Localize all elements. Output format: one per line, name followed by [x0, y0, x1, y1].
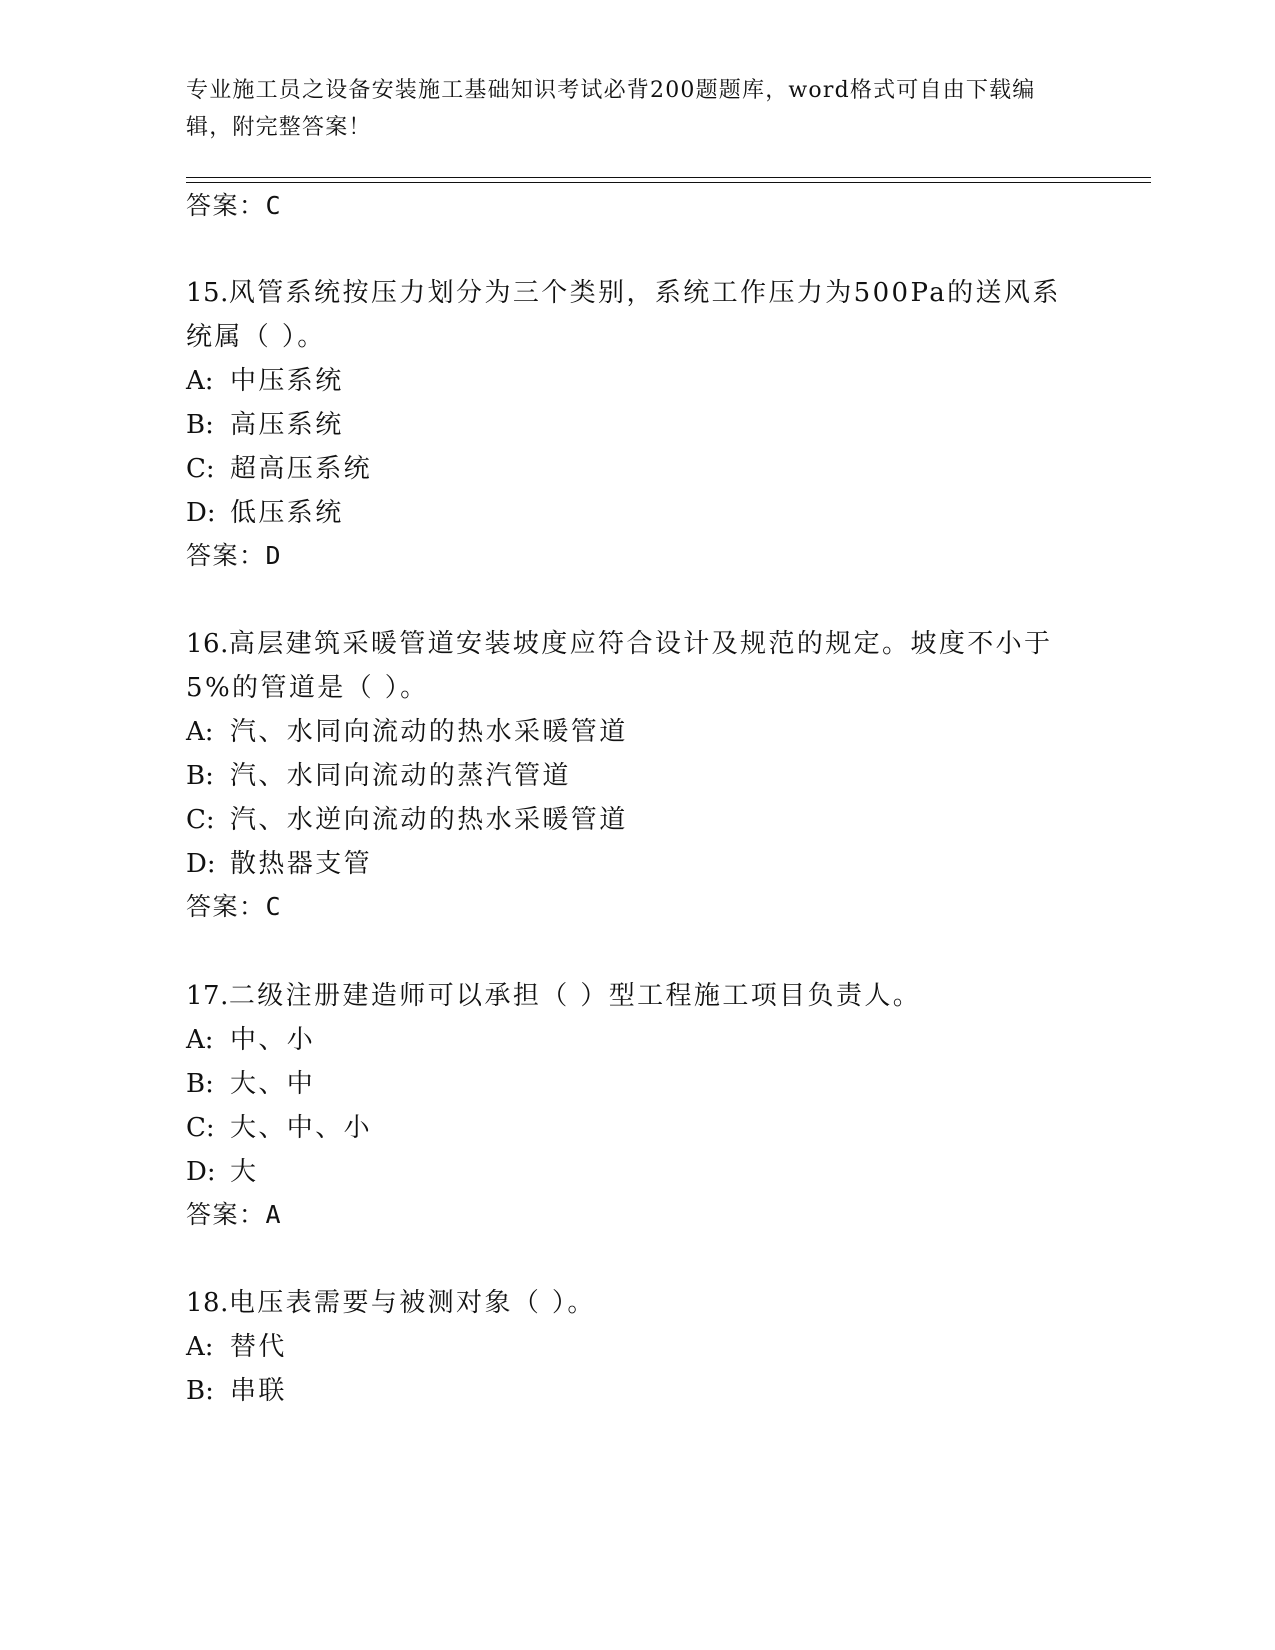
answer-value: A — [265, 1200, 283, 1229]
option-text: 汽、水同向流动的蒸汽管道 — [230, 761, 571, 791]
option-letter: C: — [186, 454, 215, 484]
answer-value: C — [265, 191, 283, 220]
question-16-option-d — [186, 843, 372, 880]
question-number: 15. — [186, 278, 229, 308]
question-15-option-d — [186, 492, 344, 529]
option-letter: D: — [186, 849, 216, 879]
answer-value: C — [265, 892, 283, 921]
question-text: 二级注册建造师可以承担（ ）型工程施工项目负责人。 — [228, 981, 922, 1011]
answer-value: D — [265, 541, 283, 570]
header-divider-top — [186, 177, 1151, 178]
option-text: 大、中、小 — [230, 1113, 373, 1143]
question-17-option-c — [186, 1107, 372, 1144]
option-text: 散热器支管 — [230, 849, 373, 879]
question-16-answer — [186, 887, 282, 923]
question-number: 18. — [186, 1288, 229, 1318]
option-letter: B: — [186, 761, 214, 791]
question-16-option-b — [186, 755, 571, 792]
answer-label: 答案： — [186, 892, 266, 921]
answer-label: 答案： — [186, 1200, 266, 1229]
question-number: 16. — [186, 629, 229, 659]
question-text: 电压表需要与被测对象（ ）。 — [228, 1288, 596, 1318]
question-17-answer — [186, 1195, 282, 1231]
question-17-option-b — [186, 1063, 315, 1100]
question-text: 风管系统按压力划分为三个类别，系统工作压力为500Pa的送风系 — [228, 278, 1061, 308]
option-text: 高压系统 — [230, 410, 344, 440]
option-text: 中、小 — [230, 1025, 316, 1055]
option-letter: A: — [186, 717, 214, 747]
option-text: 中压系统 — [230, 366, 344, 396]
question-17-option-d — [186, 1151, 258, 1188]
option-letter: A: — [186, 1332, 214, 1362]
answer-label: 答案： — [186, 541, 266, 570]
question-16-option-c — [186, 799, 628, 836]
question-16-stem-cont: 5%的管道是（ ）。 — [186, 673, 429, 703]
option-text: 汽、水同向流动的热水采暖管道 — [230, 717, 628, 747]
option-letter: B: — [186, 410, 214, 440]
question-15-option-b — [186, 404, 344, 441]
question-17-option-a — [186, 1019, 315, 1056]
option-text: 低压系统 — [230, 498, 344, 528]
question-16-stem — [186, 623, 1052, 660]
option-letter: A: — [186, 366, 214, 396]
answer-label: 答案： — [186, 191, 266, 220]
option-letter: C: — [186, 805, 215, 835]
question-15-answer — [186, 536, 282, 572]
option-letter: A: — [186, 1025, 214, 1055]
option-letter: D: — [186, 1157, 216, 1187]
question-15-option-a — [186, 360, 344, 397]
question-number: 17. — [186, 981, 229, 1011]
question-16-option-a — [186, 711, 628, 748]
option-text: 大 — [230, 1157, 259, 1187]
question-text: 高层建筑采暖管道安装坡度应符合设计及规范的规定。坡度不小于 — [228, 629, 1053, 659]
option-text: 替代 — [230, 1332, 287, 1362]
question-17-stem — [186, 975, 921, 1012]
question-15-stem — [186, 272, 1061, 309]
option-text: 串联 — [230, 1376, 287, 1406]
answer-line — [186, 186, 282, 222]
option-letter: D: — [186, 498, 216, 528]
question-15-option-c — [186, 448, 372, 485]
document-header: 专业施工员之设备安装施工基础知识考试必背200题题库，word格式可自由下载编辑，附完整答案！ — [186, 78, 1036, 140]
question-18-option-a — [186, 1326, 287, 1363]
option-letter: B: — [186, 1069, 214, 1099]
option-letter: C: — [186, 1113, 215, 1143]
option-letter: B: — [186, 1376, 214, 1406]
question-18-option-b — [186, 1370, 287, 1407]
option-text: 超高压系统 — [230, 454, 373, 484]
question-18-stem — [186, 1282, 596, 1319]
question-15-stem-cont: 统属（ ）。 — [186, 322, 326, 352]
option-text: 大、中 — [230, 1069, 316, 1099]
option-text: 汽、水逆向流动的热水采暖管道 — [230, 805, 628, 835]
header-divider-bottom — [186, 182, 1151, 183]
